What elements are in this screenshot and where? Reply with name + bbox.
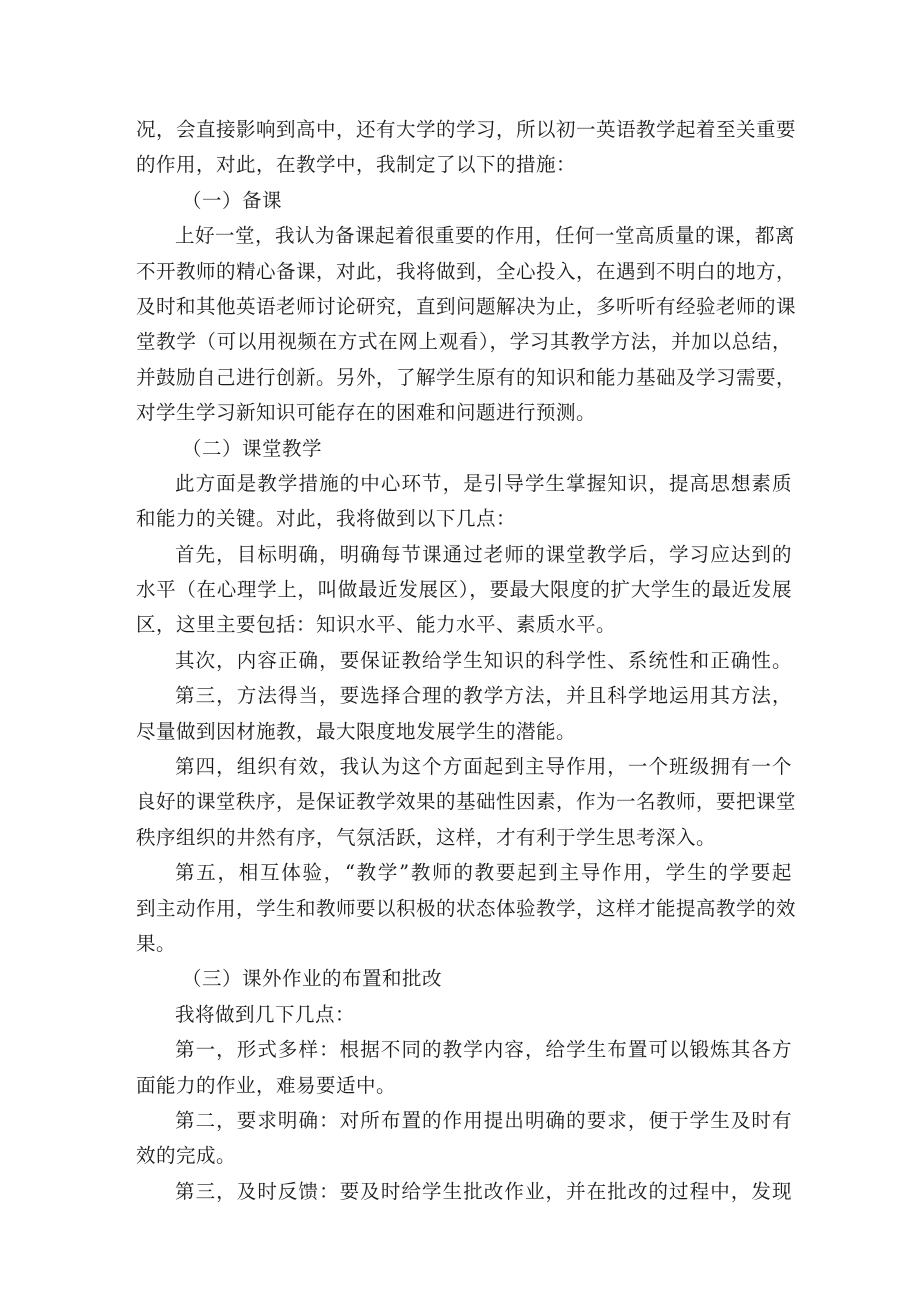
paragraph-line: 此方面是教学措施的中心环节，是引导学生掌握知识，提高思想素质 bbox=[175, 471, 792, 495]
paragraph-line: 其次，内容正确，要保证教给学生知识的科学性、系统性和正确性。 bbox=[175, 648, 792, 672]
paragraph-line: 我将做到几下几点： bbox=[175, 1002, 356, 1026]
paragraph-line: 的作用，对此，在教学中，我制定了以下的措施： bbox=[136, 153, 577, 177]
paragraph-line: 第一，形式多样：根据不同的教学内容，给学生布置可以锻炼其各方 bbox=[175, 1038, 792, 1062]
paragraph-line: 和能力的关键。对此，我将做到以下几点： bbox=[136, 507, 517, 531]
paragraph-line: 及时和其他英语老师讨论研究，直到问题解决为止，多听听有经验老师的课 bbox=[136, 294, 797, 318]
paragraph-line: 上好一堂，我认为备课起着很重要的作用，任何一堂高质量的课，都离 bbox=[175, 224, 796, 248]
paragraph-line: 第二，要求明确：对所布置的作用提出明确的要求，便于学生及时有 bbox=[175, 1108, 792, 1132]
paragraph-line: 良好的课堂秩序，是保证教学效果的基础性因素，作为一名教师，要把课堂 bbox=[136, 790, 797, 814]
document-body bbox=[136, 112, 797, 1209]
paragraph-line: 堂教学（可以用视频在方式在网上观看），学习其教学方法，并加以总结， bbox=[136, 330, 792, 354]
paragraph-line: 首先，目标明确，明确每节课通过老师的课堂教学后，学习应达到的 bbox=[175, 542, 792, 566]
paragraph-line: 秩序组织的井然有序，气氛活跃，这样，才有利于学生思考深入。 bbox=[136, 825, 717, 849]
paragraph-line: 不开教师的精心备课，对此，我将做到，全心投入，在遇到不明白的地方， bbox=[136, 259, 797, 283]
paragraph-line: 第五，相互体验，“教学”教师的教要起到主导作用，学生的学要起 bbox=[175, 861, 792, 885]
paragraph-line: 果。 bbox=[136, 931, 177, 955]
section-heading: （二）课堂教学 bbox=[182, 436, 323, 460]
paragraph-line: 第三，方法得当，要选择合理的教学方法，并且科学地运用其方法， bbox=[175, 684, 792, 708]
paragraph-line: 对学生学习新知识可能存在的困难和问题进行预测。 bbox=[136, 401, 597, 425]
paragraph-line: 尽量做到因材施教，最大限度地发展学生的潜能。 bbox=[136, 719, 577, 743]
section-heading: （三）课外作业的布置和批改 bbox=[182, 967, 443, 991]
paragraph-line: 水平（在心理学上，叫做最近发展区），要最大限度的扩大学生的最近发展 bbox=[136, 578, 792, 602]
paragraph-line: 到主动作用，学生和教师要以积极的状态体验教学，这样才能提高教学的效 bbox=[136, 896, 797, 920]
paragraph-line: 效的完成。 bbox=[136, 1144, 237, 1168]
paragraph-line: 面能力的作业，难易要适中。 bbox=[136, 1073, 397, 1097]
paragraph-line: 区，这里主要包括：知识水平、能力水平、素质水平。 bbox=[136, 613, 617, 637]
paragraph-line: 第四，组织有效，我认为这个方面起到主导作用，一个班级拥有一个 bbox=[175, 755, 792, 779]
paragraph-line: 况，会直接影响到高中，还有大学的学习，所以初一英语教学起着至关重要 bbox=[136, 118, 797, 141]
paragraph-line: 并鼓励自己进行创新。另外，了解学生原有的知识和能力基础及学习需要， bbox=[136, 365, 797, 389]
section-heading: （一）备课 bbox=[182, 188, 283, 212]
paragraph-line: 第三，及时反馈：要及时给学生批改作业，并在批改的过程中，发现 bbox=[175, 1179, 792, 1203]
